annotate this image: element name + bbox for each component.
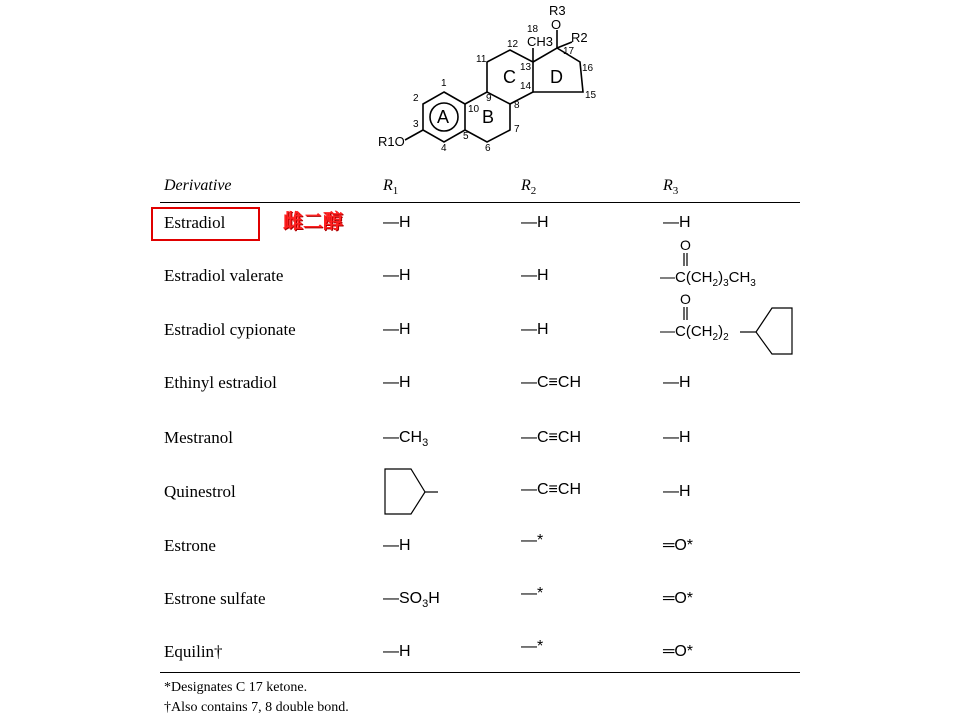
row-name-mestranol: Mestranol bbox=[164, 428, 233, 447]
table-bottom-rule bbox=[160, 672, 800, 673]
row-r1-equilin: —H bbox=[383, 643, 411, 660]
row-r3-estradiol-valerate bbox=[660, 236, 800, 288]
substituent-ch3: CH3 bbox=[527, 34, 554, 49]
substituent-r1o: R1O bbox=[378, 134, 405, 149]
atom-number-6: 6 bbox=[485, 143, 491, 154]
ring-label-c: C bbox=[503, 67, 516, 87]
footnote-double-bond: †Also contains 7, 8 double bond. bbox=[164, 700, 349, 715]
atom-number-12: 12 bbox=[507, 39, 519, 50]
row-name-estradiol-cypionate: Estradiol cypionate bbox=[164, 320, 296, 339]
row-r2-mestranol: —C≡CH bbox=[521, 429, 581, 446]
atom-number-15: 15 bbox=[585, 90, 597, 101]
header-derivative: Derivative bbox=[164, 177, 232, 194]
substituent-o: O bbox=[551, 17, 562, 32]
ring-label-b: B bbox=[482, 107, 495, 127]
svg-text:—C(CH2)3CH3: $—C(CH_2)_3CH_3$ bbox=[660, 269, 756, 288]
atom-number-4: 4 bbox=[441, 143, 447, 154]
svg-text:O: O bbox=[680, 291, 691, 307]
atom-number-9: 9 bbox=[486, 93, 492, 104]
row-r3-estradiol: —H bbox=[663, 214, 691, 231]
row-r2-estrone-sulfate: —* bbox=[521, 585, 544, 602]
row-r2-equilin: —* bbox=[521, 638, 544, 655]
row-r3-mestranol: —H bbox=[663, 429, 691, 446]
row-r1-estrone: —H bbox=[383, 537, 411, 554]
substituent-r2: R2 bbox=[571, 30, 588, 45]
ring-label-a: A bbox=[437, 107, 450, 127]
row-r1-estradiol: —H bbox=[383, 214, 411, 231]
row-r2-quinestrol: —C≡CH bbox=[521, 481, 581, 498]
atom-number-13: 13 bbox=[520, 62, 532, 73]
svg-text:—C(CH2)2: $—C(CH_2)_2$ bbox=[660, 323, 729, 343]
row-r1-ethinyl-estradiol: —H bbox=[383, 374, 411, 391]
row-r2-ethinyl-estradiol: —C≡CH bbox=[521, 374, 581, 391]
row-r3-quinestrol: —H bbox=[663, 483, 691, 500]
header-r1: $R_1$ bbox=[383, 177, 399, 198]
row-r3-estradiol-cypionate bbox=[660, 290, 810, 358]
row-name-equilin: Equilin† bbox=[164, 642, 223, 661]
atom-number-5: 5 bbox=[463, 131, 469, 142]
atom-number-18: 18 bbox=[527, 24, 539, 35]
row-r1-estrone-sulfate: $—SO_3H$ bbox=[383, 590, 440, 611]
atom-number-16: 16 bbox=[582, 63, 594, 74]
atom-number-17: 17 bbox=[563, 46, 575, 57]
atom-number-8: 8 bbox=[514, 100, 520, 111]
row-r1-estradiol-valerate: —H bbox=[383, 267, 411, 284]
row-r3-ethinyl-estradiol: —H bbox=[663, 374, 691, 391]
substituent-r3: R3 bbox=[549, 3, 566, 18]
row-name-ethinyl-estradiol: Ethinyl estradiol bbox=[164, 373, 277, 392]
row-r2-estrone: —* bbox=[521, 532, 544, 549]
atom-number-11: 11 bbox=[476, 54, 487, 65]
header-r3: $R_3$ bbox=[663, 177, 679, 198]
atom-number-1: 1 bbox=[441, 78, 447, 89]
atom-number-14: 14 bbox=[520, 81, 532, 92]
steroid-structure bbox=[360, 0, 620, 165]
row-r3-equilin: ═O* bbox=[663, 643, 694, 660]
footnote-ketone: *Designates C 17 ketone. bbox=[164, 680, 308, 695]
row-r2-estradiol: —H bbox=[521, 214, 549, 231]
row-r1-mestranol: $—CH_3$ bbox=[383, 429, 429, 450]
header-r2: $R_2$ bbox=[521, 177, 537, 198]
estradiol-highlight-box bbox=[151, 207, 260, 241]
atom-number-3: 3 bbox=[413, 119, 419, 130]
row-r3-estrone-sulfate: ═O* bbox=[663, 590, 694, 607]
row-name-quinestrol: Quinestrol bbox=[164, 482, 236, 501]
row-name-estradiol-valerate: Estradiol valerate bbox=[164, 266, 284, 285]
header-top-rule bbox=[160, 202, 800, 203]
row-r1-quinestrol bbox=[383, 466, 443, 518]
atom-number-7: 7 bbox=[514, 124, 520, 135]
row-name-estradiol: Estradiol bbox=[164, 213, 226, 232]
atom-number-2: 2 bbox=[413, 93, 419, 104]
svg-text:O: O bbox=[680, 237, 691, 253]
row-r1-estradiol-cypionate: —H bbox=[383, 321, 411, 338]
row-name-estrone: Estrone bbox=[164, 536, 216, 555]
ring-label-d: D bbox=[550, 67, 563, 87]
row-r2-estradiol-cypionate: —H bbox=[521, 321, 549, 338]
row-r3-estrone: ═O* bbox=[663, 537, 694, 554]
chinese-label-estradiol: 雌二醇 bbox=[283, 209, 343, 233]
row-r2-estradiol-valerate: —H bbox=[521, 267, 549, 284]
row-name-estrone-sulfate: Estrone sulfate bbox=[164, 589, 266, 608]
atom-number-10: 10 bbox=[468, 104, 480, 115]
